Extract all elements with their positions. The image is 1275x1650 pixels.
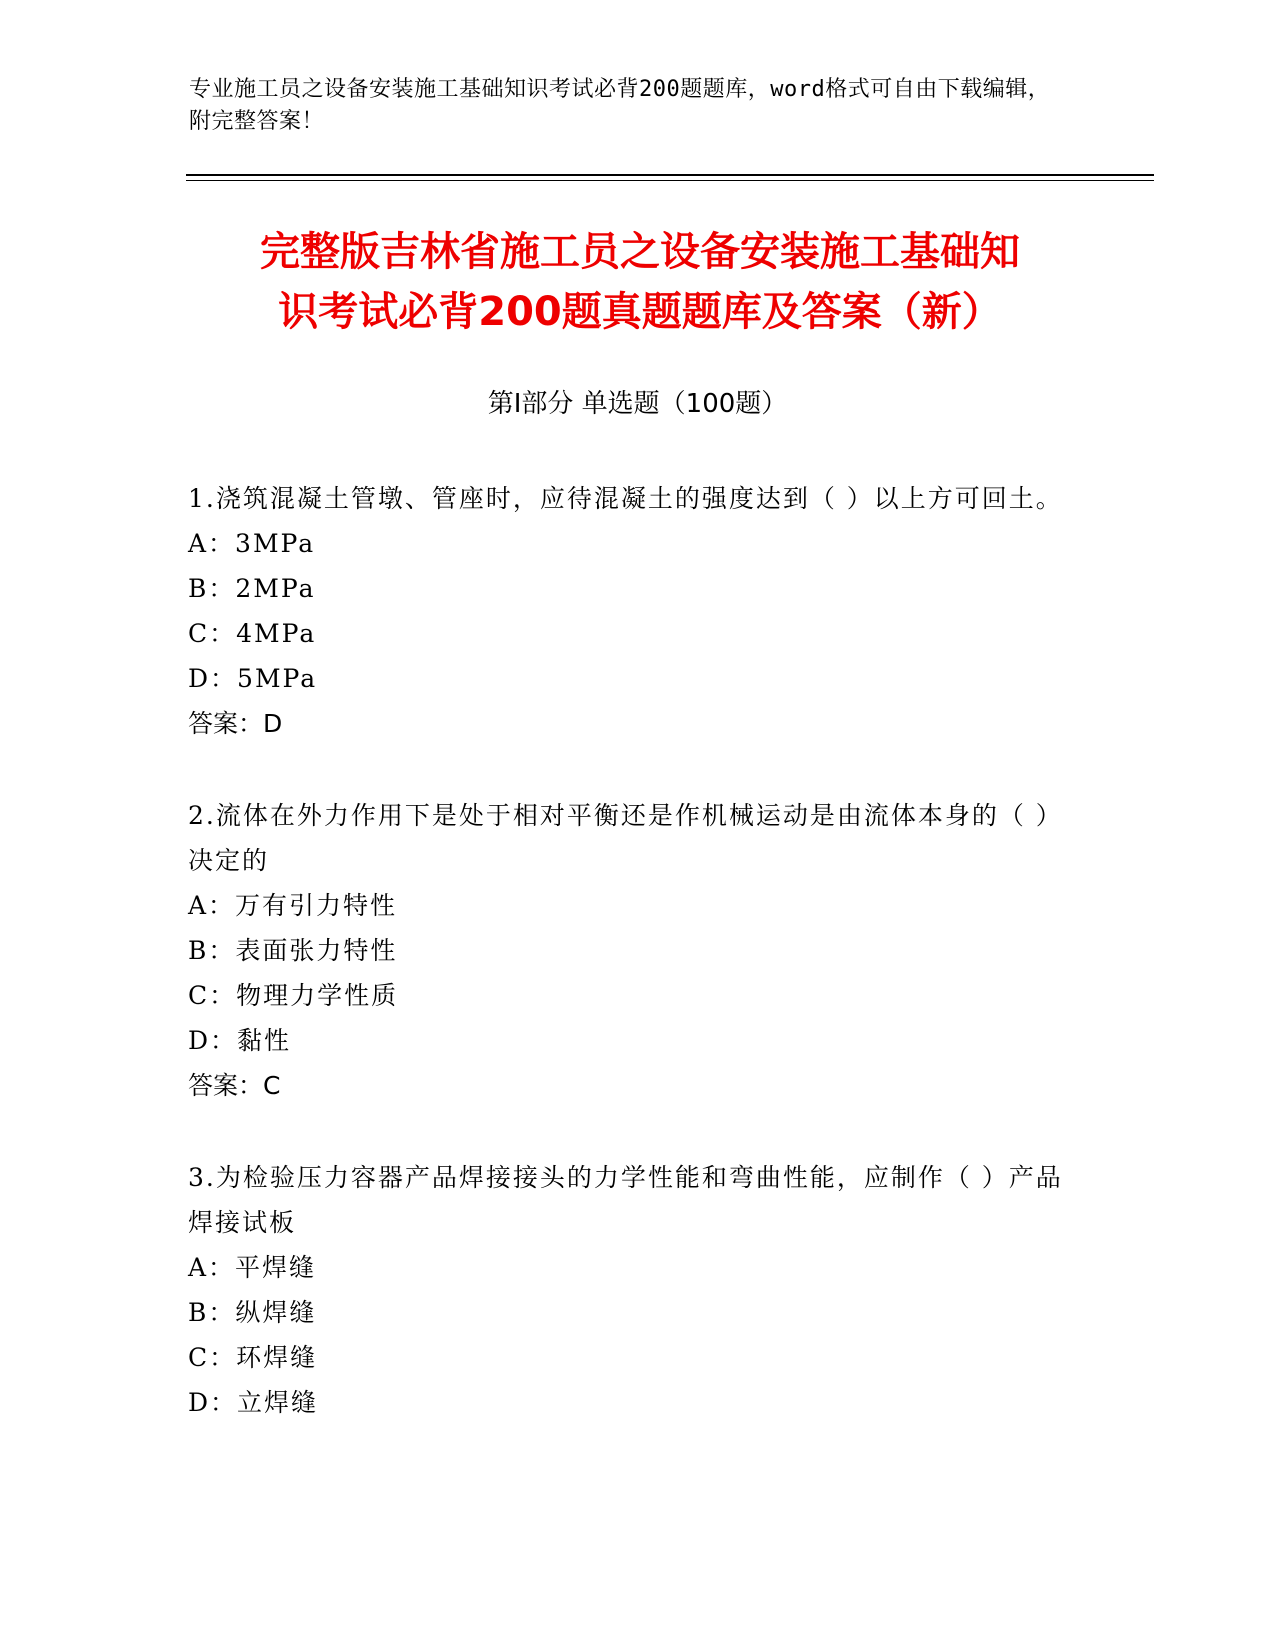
document-title — [190, 222, 1090, 342]
option-b: B：2MPa — [188, 574, 316, 603]
header-rule-thin — [186, 180, 1154, 181]
option-a: A：平焊缝 — [188, 1253, 317, 1282]
question-stem: 2.流体在外力作用下是处于相对平衡还是作机械运动是由流体本身的（ ）决定的 — [188, 801, 1063, 875]
option-a: A：3MPa — [188, 529, 316, 558]
question-stem: 1.浇筑混凝土管墩、管座时，应待混凝土的强度达到（ ）以上方可回土。 — [188, 484, 1063, 513]
option-c: C：物理力学性质 — [188, 981, 399, 1010]
section-title: 第Ⅰ部分 单选题（100题） — [487, 389, 788, 419]
option-b: B：纵焊缝 — [188, 1298, 317, 1327]
question-2 — [188, 793, 1068, 1108]
header-note: 专业施工员之设备安装施工基础知识考试必背200题题库，word格式可自由下载编辑，附完整答案！ — [189, 77, 1051, 134]
option-a: A：万有引力特性 — [188, 891, 398, 920]
option-d: D：黏性 — [188, 1026, 292, 1055]
question-spacer — [188, 746, 1068, 793]
option-c: C：环焊缝 — [188, 1343, 318, 1372]
question-stem: 3.为检验压力容器产品焊接接头的力学性能和弯曲性能，应制作（ ）产品焊接试板 — [188, 1163, 1063, 1237]
option-b: B：表面张力特性 — [188, 936, 398, 965]
option-d: D：5MPa — [188, 664, 318, 693]
option-d: D：立焊缝 — [188, 1388, 319, 1417]
answer-line: 答案：D — [188, 709, 283, 738]
question-list — [188, 476, 1068, 1425]
header-rule-thick — [186, 174, 1154, 176]
document-title-line-2: 识考试必背200题真题题库及答案（新） — [278, 289, 1002, 335]
question-spacer — [188, 1108, 1068, 1155]
question-1 — [188, 476, 1068, 746]
document-title-line-1: 完整版吉林省施工员之设备安装施工基础知 — [260, 229, 1020, 275]
option-c: C：4MPa — [188, 619, 317, 648]
question-3 — [188, 1155, 1068, 1425]
answer-line: 答案：C — [188, 1071, 281, 1100]
